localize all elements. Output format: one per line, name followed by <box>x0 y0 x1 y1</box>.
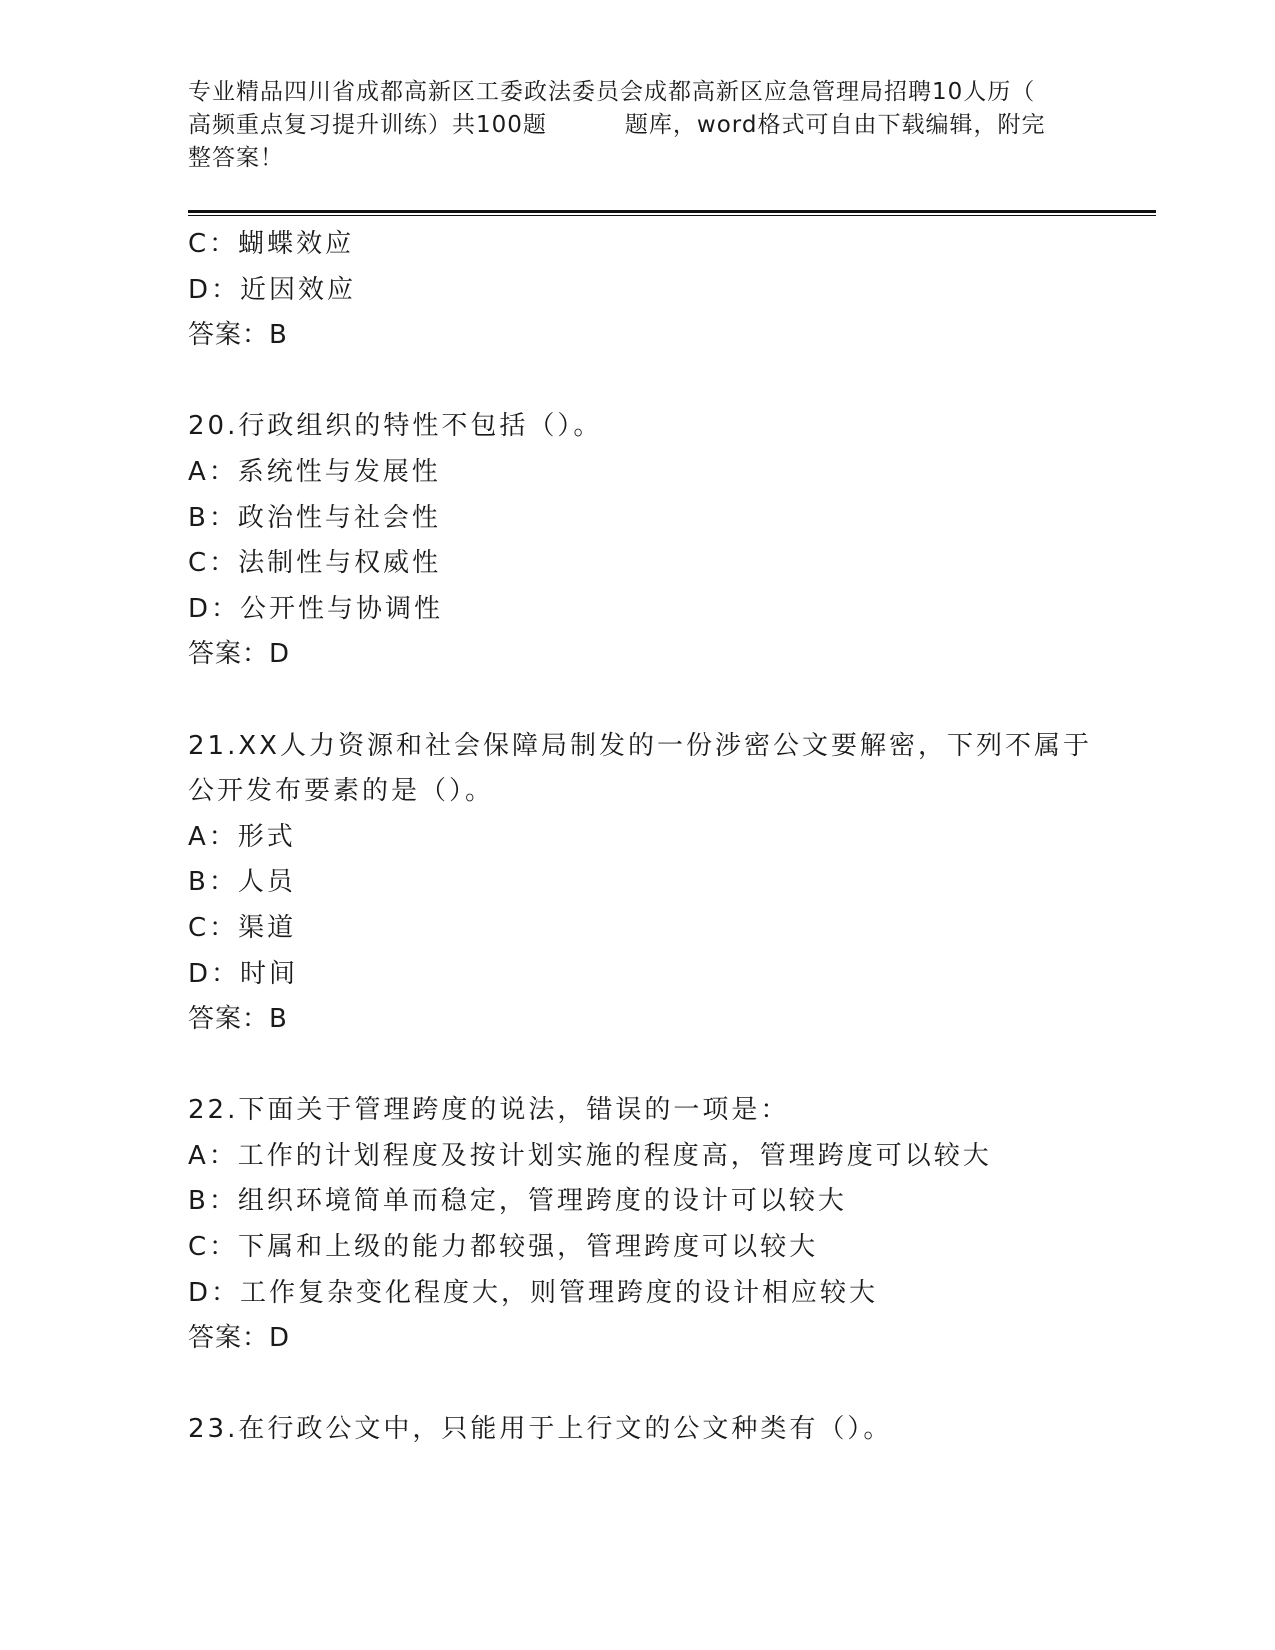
option-d: D：时间 <box>188 958 299 989</box>
option-d: D：公开性与协调性 <box>188 593 444 624</box>
option-d: D：工作复杂变化程度大，则管理跨度的设计相应较大 <box>188 1277 879 1308</box>
header-divider-thin <box>188 215 1156 216</box>
answer-line: 答案：D <box>188 639 291 670</box>
question-stem: 22.下面关于管理跨度的说法，错误的一项是： <box>188 1095 790 1126</box>
option-a: A：工作的计划程度及按计划实施的程度高，管理跨度可以较大 <box>188 1140 992 1171</box>
option-c: C：蝴蝶效应 <box>188 229 355 259</box>
option-a: A：系统性与发展性 <box>188 456 441 487</box>
option-d: D：近因效应 <box>188 274 357 305</box>
question-stem: 23.在行政公文中，只能用于上行文的公文种类有（）。 <box>188 1414 893 1445</box>
header-divider-thick <box>188 210 1156 213</box>
header-line-2a: 高频重点复习提升训练）共100题 <box>188 112 547 138</box>
question-19-continued <box>188 222 1156 359</box>
option-b: B：组织环境简单而稳定，管理跨度的设计可以较大 <box>188 1186 847 1217</box>
option-c: C：渠道 <box>188 912 297 943</box>
option-b: B：人员 <box>188 867 296 898</box>
question-23 <box>188 1407 1156 1453</box>
document-header <box>188 76 1088 175</box>
header-line-3: 整答案！ <box>188 145 284 171</box>
option-b: B：政治性与社会性 <box>188 502 441 533</box>
question-stem-continued: 公开发布要素的是（）。 <box>188 776 495 807</box>
header-line-1: 专业精品四川省成都高新区工委政法委员会成都高新区应急管理局招聘10人历（ <box>188 79 1036 105</box>
question-stem: 21.XX人力资源和社会保障局制发的一份涉密公文要解密，下列不属于 <box>188 730 1092 761</box>
option-c: C：下属和上级的能力都较强，管理跨度可以较大 <box>188 1232 819 1263</box>
answer-line: 答案：D <box>188 1323 291 1354</box>
question-21 <box>188 724 1156 1043</box>
answer-line: 答案：B <box>188 1004 288 1035</box>
header-line-2 <box>188 109 1088 142</box>
option-a: A：形式 <box>188 821 296 852</box>
option-c: C：法制性与权威性 <box>188 548 442 579</box>
answer-line: 答案：B <box>188 320 288 351</box>
question-list <box>188 222 1156 1453</box>
question-22 <box>188 1088 1156 1362</box>
question-stem: 20.行政组织的特性不包括（）。 <box>188 411 603 442</box>
header-line-2b: 题库，word格式可自由下载编辑，附完 <box>624 112 1046 138</box>
question-20 <box>188 404 1156 678</box>
